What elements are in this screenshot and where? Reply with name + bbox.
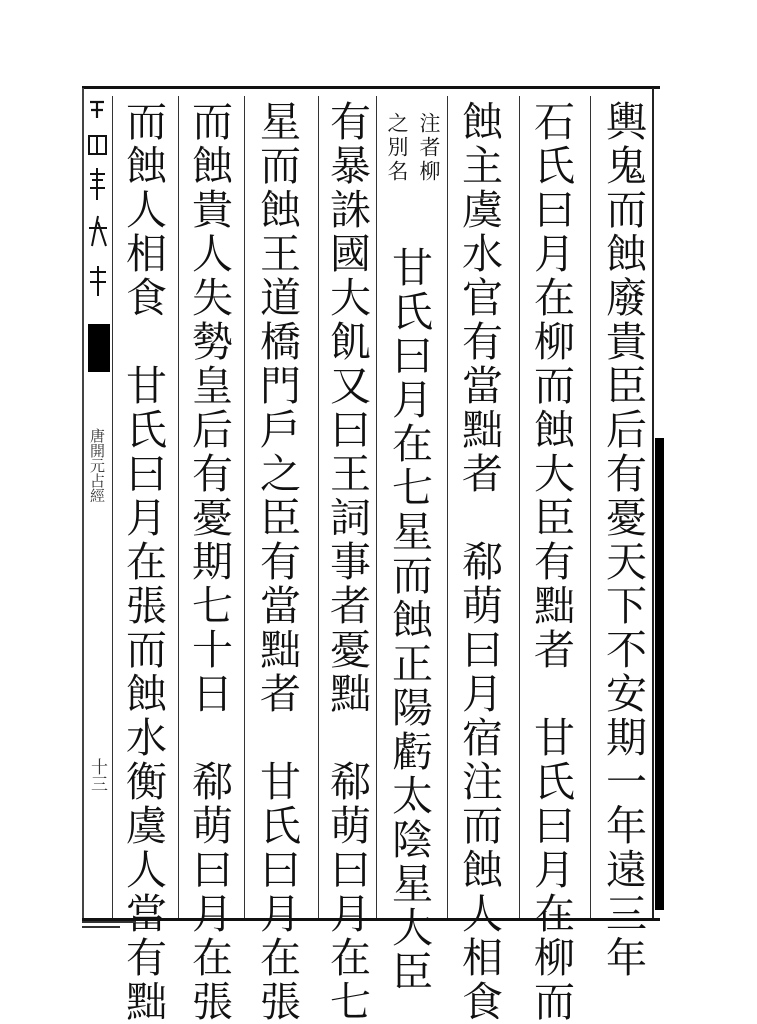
column-rule	[376, 96, 377, 918]
book-title: 唐開元占經	[88, 428, 106, 503]
text-column-4: 甘氏曰月在七星而蝕正陽虧太陰星大臣	[385, 246, 433, 994]
frame-top-border	[82, 86, 660, 89]
text-column-5: 有暴誅國大飢又曰王詞事者憂黜 郗萌曰月在七	[323, 100, 371, 1024]
column-rule	[519, 96, 520, 918]
frame-left-border	[82, 88, 84, 918]
column-rule	[112, 96, 113, 918]
column-rule	[244, 96, 245, 918]
column-rule	[447, 96, 448, 918]
text-column-2: 石氏曰月在柳而蝕大臣有黜者 甘氏曰月在柳而	[527, 100, 575, 1024]
column-rule	[178, 96, 179, 918]
text-column-3: 蝕主虞水官有當黜者 郗萌曰月宿注而蝕人相食	[455, 100, 503, 1024]
page-corner-mark	[80, 918, 140, 932]
frame-right-border	[652, 88, 654, 918]
column-rule	[590, 96, 591, 918]
annotation-line-1: 注者柳	[417, 112, 441, 184]
page-number: 十三	[87, 758, 107, 792]
text-column-6: 星而蝕王道橋門戶之臣有當黜者 甘氏曰月在張	[253, 100, 301, 1024]
header-fragment-mark	[86, 96, 112, 376]
text-column-7: 而蝕貴人失勢皇后有憂期七十日 郗萌曰月在張	[185, 100, 233, 1024]
frame-right-edge-bar	[655, 438, 664, 910]
text-column-1: 輿鬼而蝕廢貴臣后有憂天下不安期一年遠三年	[599, 100, 647, 980]
text-column-8: 而蝕人相食 甘氏曰月在張而蝕水衡虞人當有黜	[119, 100, 167, 1024]
column-rule	[318, 96, 319, 918]
annotation-line-2: 之別名	[385, 112, 409, 184]
